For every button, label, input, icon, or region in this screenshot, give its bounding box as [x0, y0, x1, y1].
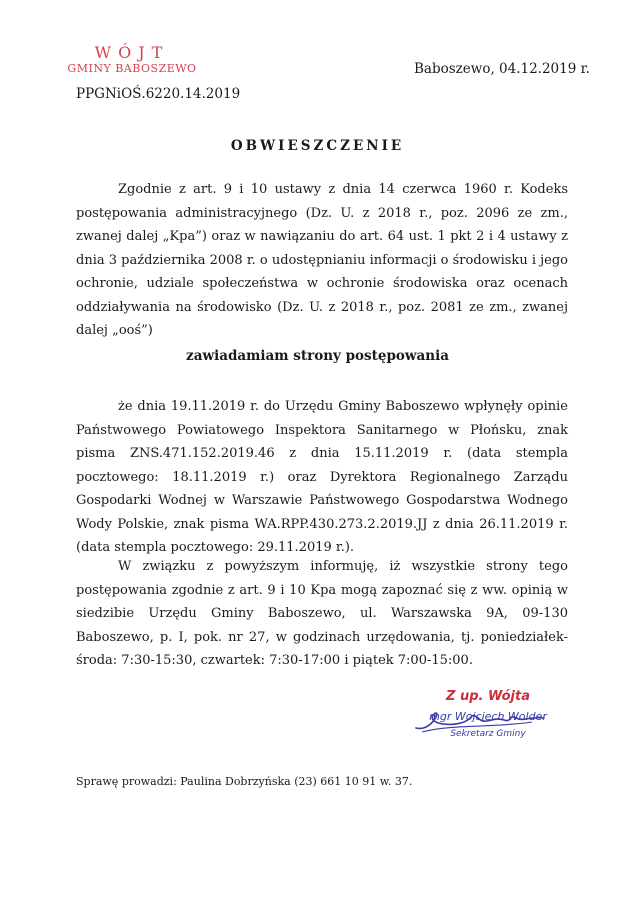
paragraph-1-text: Zgodnie z art. 9 i 10 ustawy z dnia 14 czerwca 1960 r. Kodeks postępowania administracyjnego (Dz. U. z 2018 r., poz. 2096 ze zm., zwanej dalej „Kpa”) oraz w nawiązaniu do art. 64 ust. 1 pkt 2 i 4 ustawy z dnia 3 października 2008 r. o udostępnianiu informacji o środowisku i jego ochronie, udziale społeczeństwa w ochronie środowiska oraz ocenach oddziaływania na środowisko (Dz. U. z 2018 r., poz. 2081 ze zm., zwanej dalej „ooś”): [76, 182, 568, 338]
stamp-line-2: GMINY BABOSZEWO: [67, 62, 197, 75]
paragraph-access: [76, 555, 568, 673]
document-date: Baboszewo, 04.12.2019 r.: [414, 61, 590, 77]
official-stamp: [62, 44, 202, 75]
signature-position: Sekretarz Gminy: [450, 729, 526, 739]
paragraph-opinions: [76, 395, 568, 560]
notice-heading: zawiadamiam strony postępowania: [186, 348, 449, 364]
stamp-line-1: WÓJT: [94, 43, 170, 62]
paragraph-2-text: że dnia 19.11.2019 r. do Urzędu Gminy Baboszewo wpłynęły opinie Państwowego Powiatowego Inspektora Sanitarnego w Płońsku, znak pisma ZNS.471.152.2019.46 z dnia 15.11.2019 r. (data stempla pocztowego: 18.11.2019 r.) oraz Dyrektora Regionalnego Zarządu Gospodarki Wodnej w Warszawie Państwowego Gospodarstwa Wodnego Wody Polskie, znak pisma WA.RPP.430.273.2.2019.JJ z dnia 26.11.2019 r. (data stempla pocztowego: 29.11.2019 r.).: [76, 399, 568, 555]
signature-authorization: Z up. Wójta: [446, 689, 530, 704]
paragraph-legal-basis: [76, 178, 568, 343]
reference-number: PPGNiOŚ.6220.14.2019: [76, 86, 241, 102]
paragraph-3-text: W związku z powyższym informuję, iż wszystkie strony tego postępowania zgodnie z art. 9 i 10 Kpa mogą zapoznać się z ww. opinią w siedzibie Urzędu Gminy Baboszewo, ul. Warszawska 9A, 09-130 Baboszewo, p. I, pok. nr 27, w godzinach urzędowania, tj. poniedziałek-środa: 7:30-15:30, czwartek: 7:30-17:00 i piątek 7:00-15:00.: [76, 559, 568, 668]
case-handler-contact: Sprawę prowadzi: Paulina Dobrzyńska (23) 661 10 91 w. 37.: [76, 775, 413, 788]
signature-name: mgr Wojciech Wolder: [429, 710, 547, 723]
document-title: OBWIESZCZENIE: [230, 138, 405, 154]
signature-block: [408, 688, 568, 739]
